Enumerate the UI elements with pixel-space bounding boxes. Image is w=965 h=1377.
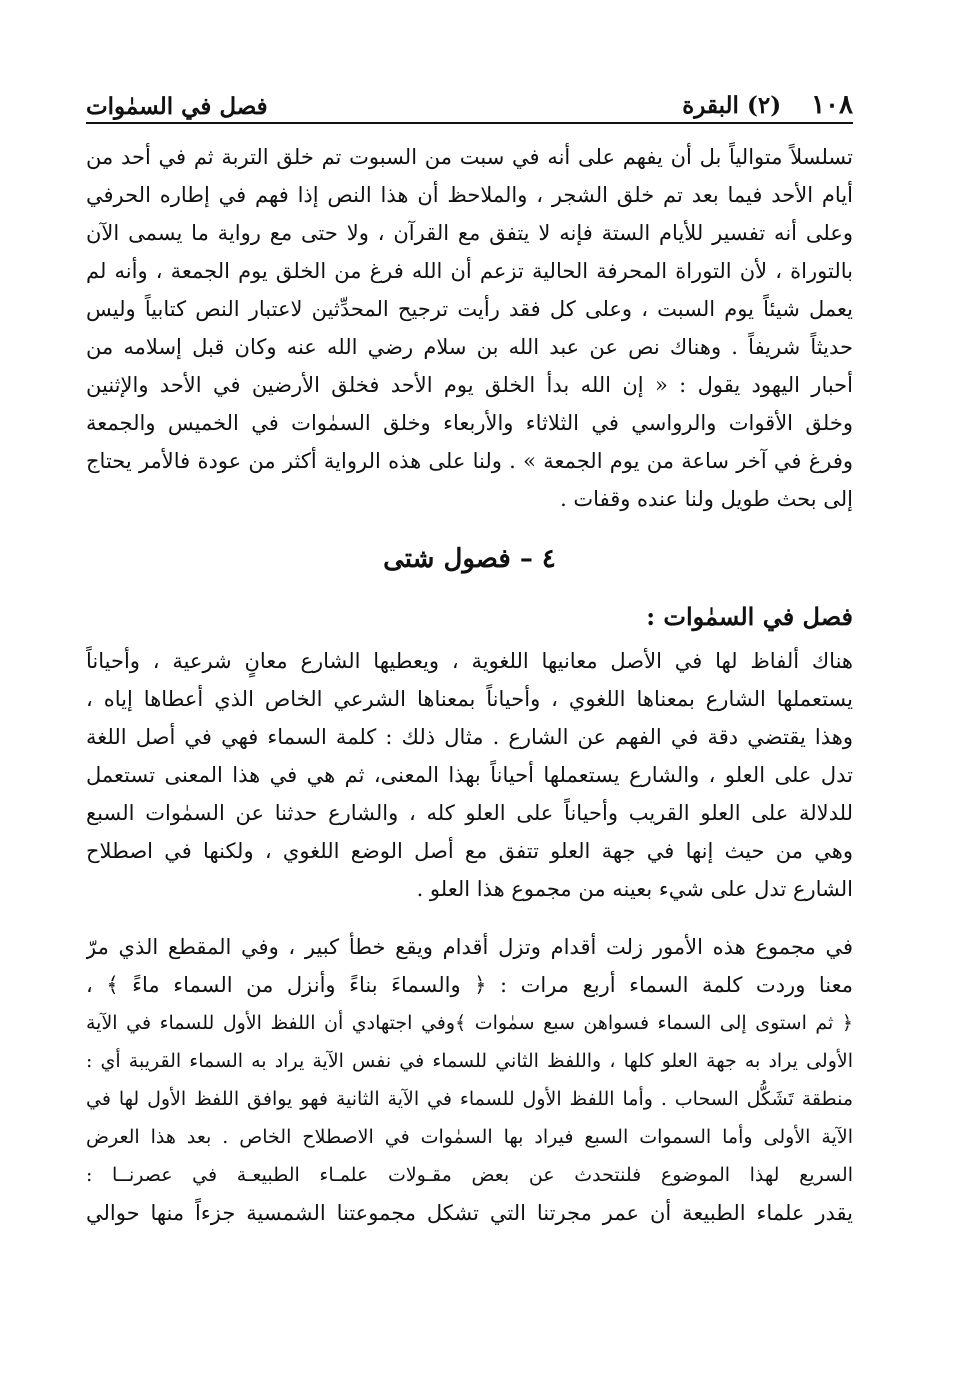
header-right <box>682 90 853 120</box>
text-line: يقدر علماء الطبيعة أن عمر مجرتنا التي تشكل مجموعتنا الشمسية جزءاً منها حوالي <box>86 1201 853 1225</box>
header-rule <box>86 122 853 124</box>
text-line: الآية الأولى وأما السموات السبع فيراد بها السمٰوات في الاصطلاح الخاص . بعد هذا العرض <box>86 1126 853 1148</box>
text-line: الشارع تدل على شيء بعينه من مجموع هذا العلو . <box>416 877 853 901</box>
page-number: ١٠٨ <box>811 90 853 120</box>
text-line: وعلى أنه تفسير للأيام الستة فإنه لا يتفق مع القرآن ، ولا حتى مع رواية ما يسمى الآن <box>86 221 853 245</box>
text-line: بالتوراة ، لأن التوراة المحرفة الحالية تزعم أن الله فرغ من الخلق يوم الجمعة ، وأنه لم <box>86 259 853 283</box>
text-line: السريع لهذا الموضوع فلنتحدث عن بعض مقـولات علمـاء الطبيعـة في عصرنــا : <box>86 1164 853 1186</box>
text-line: وهي من حيث إنها في جهة العلو تتفق مع أصل الوضع اللغوي ، ولكنها في اصطلاح <box>86 839 853 863</box>
paragraph-3 <box>86 928 853 1232</box>
surah-label: (٢) البقرة <box>682 92 782 119</box>
text-line: في مجموع هذه الأمور زلت أقدام وتزل أقدام ويقع خطأ كبير ، وفي المقطع الذي مرّ <box>86 935 853 959</box>
subsection-heading: فصل في السمٰوات : <box>646 602 853 631</box>
paragraph-2 <box>86 642 853 908</box>
text-line: تدل على العلو ، والشارع يستعملها أحياناً بهذا المعنى، ثم هي في هذا المعنى تستعمل <box>86 763 853 787</box>
text-line: وفرغ في آخر ساعة من يوم الجمعة » . ولنا على هذه الرواية أكثر من عودة فالأمر يحتاج <box>86 449 853 473</box>
paragraph-1 <box>86 138 853 518</box>
text-line: يستعملها الشارع بمعناها اللغوي ، وأحياناً بمعناها الشرعي الخاص الذي أعطاها إياه ، <box>86 687 853 711</box>
text-line: معنا وردت كلمة السماء أربع مرات : ﴿ والسماءَ بناءً وأنزل من السماء ماءً ﴾ ، <box>86 973 853 997</box>
text-line: حديثاً شريفاً . وهناك نص عن عبد الله بن سلام رضي الله عنه وكان قبل إسلامه من <box>86 335 853 359</box>
text-line: يعمل شيئاً يوم السبت ، وعلى كل فقد رأيت ترجيح المحدِّثين لاعتبار النص كتابياً وليس <box>86 297 853 321</box>
text-line: أيام الأحد فيما بعد تم خلق الشجر ، والملاحظ أن هذا النص إذا فهم في إطاره الحرفي <box>86 183 853 207</box>
text-line: تسلسلاً متوالياً بل أن يفهم على أنه في سبت من السبوت تم خلق التربة ثم في أحد من <box>86 145 853 169</box>
text-line: هناك ألفاظ لها في الأصل معانيها اللغوية ، ويعطيها الشارع معانٍ شرعية ، وأحياناً <box>86 649 853 673</box>
page-header <box>86 80 853 120</box>
text-line: للدلالة على العلو القريب وأحياناً على العلو كله ، والشارع حدثنا عن السمٰوات السبع <box>86 801 853 825</box>
text-line: أحبار اليهود يقول : « إن الله بدأ الخلق يوم الأحد فخلق الأرضين في الأحد والإثنين <box>86 373 853 397</box>
text-line: وخلق الأقوات والرواسي في الثلاثاء والأربعاء وخلق السمٰوات في الخميس والجمعة <box>86 411 853 435</box>
text-line: إلى بحث طويل ولنا عنده وقفات . <box>560 487 853 511</box>
text-line: الأولى يراد به جهة العلو كلها ، واللفظ الثاني للسماء في نفس الآية يراد به السماء القريبة أي : <box>86 1050 853 1072</box>
text-line: منطقة تَشَكُّل السحاب . وأما اللفظ الأول للسماء في الآية الثانية فهو يوافق اللفظ الأول لها في <box>86 1088 853 1110</box>
section-label: فصل في السمٰوات <box>86 93 268 120</box>
section-heading: ٤ – فصول شتى <box>383 544 556 574</box>
text-line: ﴿ ثم استوى إلى السماء فسواهن سبع سمٰوات ﴾وفي اجتهادي أن اللفظ الأول للسماء في الآية <box>86 1012 853 1034</box>
text-line: وهذا يقتضي دقة في الفهم عن الشارع . مثال ذلك : كلمة السماء فهي في أصل اللغة <box>86 725 853 749</box>
